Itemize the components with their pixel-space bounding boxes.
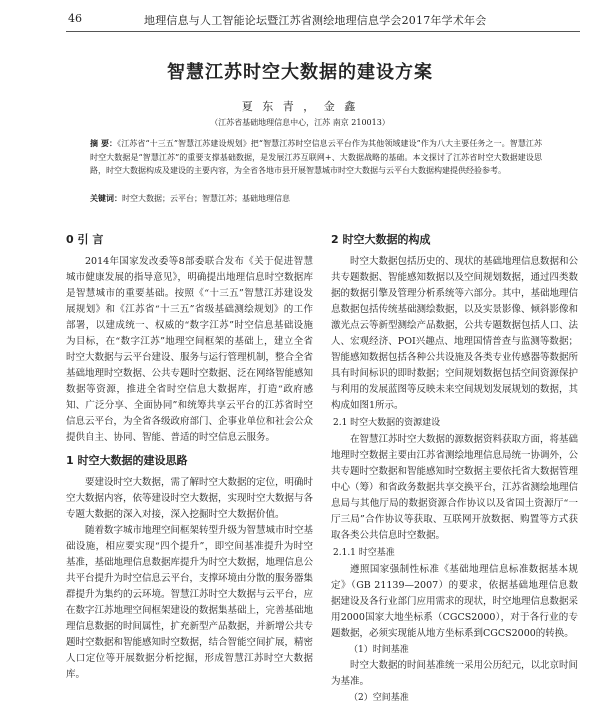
section-heading-intro: 0 引 言	[66, 233, 104, 246]
keywords-text: 时空大数据；云平台；智慧江苏；基础地理信息	[122, 194, 290, 203]
page-number: 46	[68, 12, 82, 25]
paper-title: 智慧江苏时空大数据的建设方案	[167, 62, 433, 83]
abstract	[90, 137, 542, 178]
paper-authors: 夏 东 青 ， 金 鑫	[241, 100, 359, 113]
subheading-space-datum: （2）空间基准	[349, 693, 409, 703]
keywords-label: 关键词：	[90, 194, 122, 203]
subsection-heading-datum: 2.1.1 时空基准	[333, 548, 395, 558]
section-heading-composition: 2 时空大数据的构成	[331, 233, 431, 246]
abstract-label: 摘 要：	[90, 139, 118, 148]
paragraph: 时空大数据的时间基准统一采用公历纪元，以北京时间为基准。	[331, 660, 579, 687]
journal-title: 地理信息与人工智能论坛暨江苏省测绘地理信息学会2017年学术年会	[144, 14, 487, 27]
header-rule	[66, 31, 580, 32]
subheading-time-datum: （1）时间基准	[349, 645, 409, 655]
left-column	[66, 232, 313, 683]
section-heading-approach: 1 时空大数据的建设思路	[66, 454, 188, 467]
keywords	[90, 192, 542, 205]
paragraph: 随着数字城市地理空间框架转型升级为智慧城市时空基础设施，相应要实现“四个提升”，即空间基准提升为时空基准，基础地理信息数据库提升为时空大数据，地理信息公共平台提升为时空信息云平台，支撑环境由分散的服务器集群提升为集约的云环境。智慧江苏时空大数据与云平台，应在数字江苏地理空间框架建设的数据集基础上，完善基础地理信息数据的时间属性，扩充新型产品数据，并新增公共专题时空数据和智能感知时空数据，结合智能空间扩展，精密人口定位等开展数据分析挖掘，形成智慧江苏时空大数据库。	[66, 525, 314, 680]
paragraph: 2014年国家发改委等8部委联合发布《关于促进智慧城市健康发展的指导意见》，明确提出地理信息时空数据库是智慧城市的重要基础。按照《“十三五”智慧江苏建设发展规划》和《江苏省“十三五”省级基础测绘规划》的工作部署，以建成统一、权威的“数字江苏”时空信息基础设施为目标，在“数字江苏”地理空间框架的基础上，建立全省时空大数据与云平台建设、服务与运行管理机制，整合全省基础地理时空数据、公共专题时空数据、泛在网络智能感知数据等资源，推进全省时空信息大数据库，打造“政府感知、广泛分享、全面协同”和统筹共享云平台的江苏省时空信息云平台，为全省各级政府部门、企事业单位和社会公众提供自主、协同、智能、普适的时空信息云服务。	[66, 256, 314, 443]
paper-affiliation: （江苏省基础地理信息中心，江苏 南京 210013）	[210, 118, 390, 127]
paragraph: 时空大数据包括历史的、现状的基础地理信息数据和公共专题数据、智能感知数据以及空间规划数据，通过四类数据的数据引擎及管理分析系统等六部分。其中，基础地理信息数据包括传统基础测绘数据，以及实景影像、倾斜影像和激光点云等新型测绘产品数据，公共专题数据包括人口、法人、宏观经济、POI兴趣点、地理国情普查与监测等数据；智能感知数据包括各种公共设施及各类专业传感器等数据所具有时间标识的即时数据；空间规划数据包括空间资源保护与利用的发展蓝图等反映未来空间规划发展规划的数据，其构成如图1所示。	[331, 256, 579, 411]
paragraph: 在智慧江苏时空大数据的源数据资料获取方面，将基础地理时空数据主要由江苏省测绘地理信息局统一协调外，公共专题时空数据和智能感知时空数据主要依托省大数据管理中心（筹）和省政务数据共享交换平台，江苏省测绘地理信息局与其他厅局的数据资源合作协议以及省国土资源厅“一厅三局”合作协议等获取、互联网开放数据、购置等方式获取各类公共信息时空数据。	[331, 434, 579, 541]
right-column	[331, 232, 578, 706]
paragraph: 遵照国家强制性标准《基础地理信息标准数据基本规定》（GB 21139—2007）的要求，依据基础地理信息数据建设及各行业部门应用需求的现状，时空地理信息数据采用2000国家大地坐标系（CGCS2000），对于各行业的专题数据，必须实现能从地方坐标系到CGCS2000的转换。	[331, 564, 579, 639]
subsection-heading-resources: 2.1 时空大数据的资源建设	[333, 418, 441, 428]
running-header	[68, 12, 578, 28]
abstract-text: 《江苏省“十三五”智慧江苏建设规划》把“智慧江苏时空信息云平台作为其他领域建设”作为八大主要任务之一。智慧江苏时空大数据是“智慧江苏”的重要支撑基础数据，是发展江苏互联网+、大数据战略的基础。本文探讨了江苏省时空大数据建设思路，时空大数据构成及建设的主要内容，为全省各地市县开展智慧城市时空大数据与云平台大数据构建提供经验参考。	[90, 139, 542, 175]
paragraph: 要建设时空大数据，需了解时空大数据的定位，明确时空大数据内容，依等建设时空大数据，实现时空大数据与各专题大数据的深入对接，深入挖掘时空大数据价值。	[66, 477, 314, 520]
